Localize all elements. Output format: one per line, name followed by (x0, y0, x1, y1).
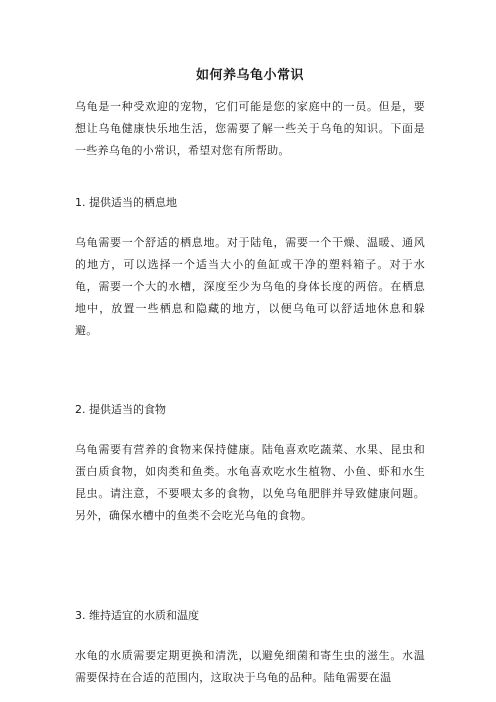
section-body-food: 乌龟需要有营养的食物来保持健康。陆龟喜欢吃蔬菜、水果、昆虫和蛋白质食物，如肉类和鱼类。水龟喜欢吃水生植物、小鱼、虾和水生昆虫。请注意，不要喂太多的食物，以免乌龟肥胖并导致健康问题。另外，确保水槽中的鱼类不会吃光乌龟的食物。 (75, 443, 425, 522)
section-heading-water: 3. 维持适宜的水质和温度 (75, 609, 199, 622)
intro-paragraph: 乌龟是一种受欢迎的宠物，它们可能是您的家庭中的一员。但是，要想让乌龟健康快乐地生活，您需要了解一些关于乌龟的知识。下面是一些养乌龟的小常识，希望对您有所帮助。 (75, 100, 425, 157)
section-body-water: 水龟的水质需要定期更换和清洗，以避免细菌和寄生虫的滋生。水温需要保持在合适的范围内，这取决于乌龟的品种。陆龟需要在温 (75, 649, 425, 684)
document-title: 如何养乌龟小常识 (195, 68, 304, 83)
section-heading-habitat: 1. 提供适当的栖息地 (75, 196, 177, 209)
section-body-habitat: 乌龟需要一个舒适的栖息地。对于陆龟，需要一个干燥、温暖、通风的地方，可以选择一个适当大小的鱼缸或干净的塑料箱子。对于水龟，需要一个大的水槽，深度至少为乌龟的身体长度的两倍。在栖息地中，放置一些栖息和隐藏的地方，以便乌龟可以舒适地休息和躲避。 (75, 236, 425, 337)
section-heading-food: 2. 提供适当的食物 (75, 403, 166, 416)
